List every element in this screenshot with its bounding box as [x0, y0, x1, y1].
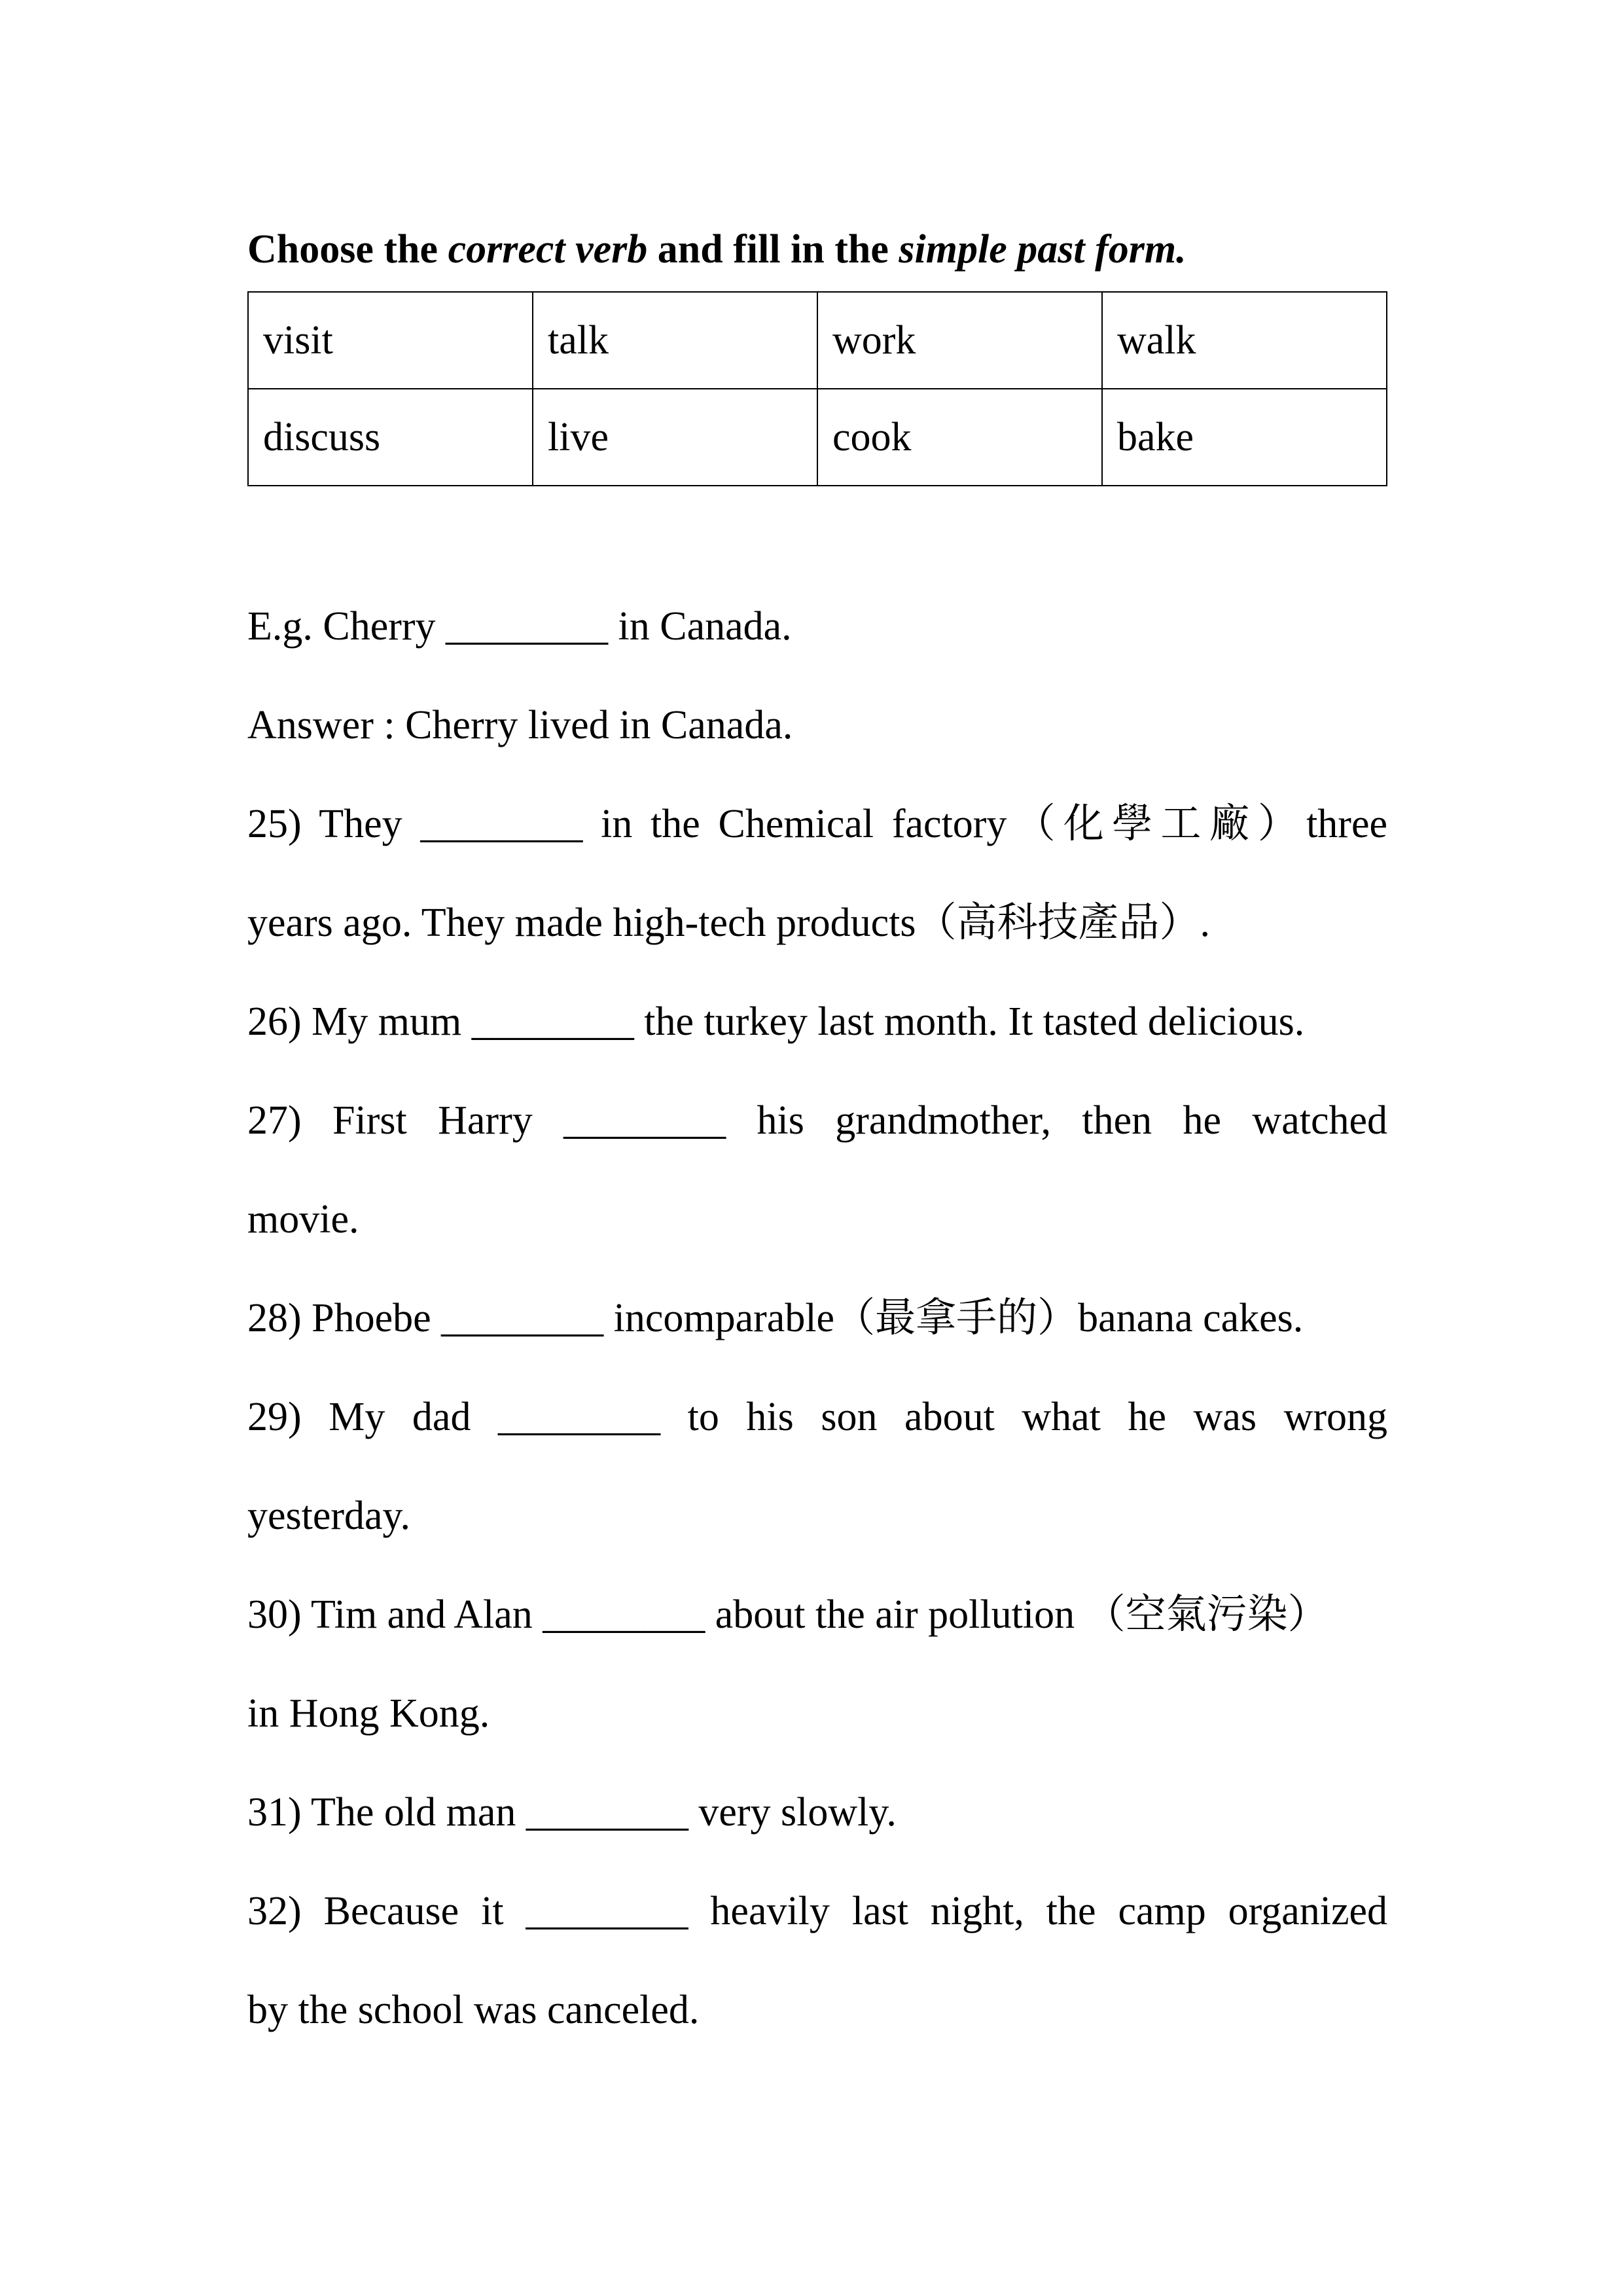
verb-table [247, 291, 1387, 486]
exercise-lines [247, 577, 1387, 2060]
verb-table-row [248, 292, 1387, 389]
question-28: 28) Phoebe ________ incomparable（最拿手的）banana cakes. [247, 1296, 1304, 1340]
question-31: 31) The old man ________ very slowly. [247, 1790, 897, 1835]
example-answer: Answer : Cherry lived in Canada. [247, 703, 793, 747]
question-25-line-2: years ago. They made high-tech products（高科技產品）. [247, 901, 1211, 945]
instruction-part-3: and fill in the [647, 227, 899, 272]
verb-cell: bake [1102, 389, 1387, 486]
question-32-line-2: by the school was canceled. [247, 1988, 700, 2032]
question-32-line-1: 32) Because it ________ heavily last night, the camp organized [247, 1889, 1387, 1933]
verb-cell: work [817, 292, 1102, 389]
question-30-line-2: in Hong Kong. [247, 1691, 490, 1736]
verb-cell: live [533, 389, 817, 486]
question-25-line-1: 25) They ________ in the Chemical factory（化學工廠）three [247, 802, 1387, 846]
verb-cell: cook [817, 389, 1102, 486]
verb-cell: walk [1102, 292, 1387, 389]
instruction-emphasis-correct-verb: correct verb [448, 227, 648, 272]
question-27-line-2: movie. [247, 1197, 359, 1242]
verb-table-row [248, 389, 1387, 486]
instruction-part-1: Choose the [247, 227, 448, 272]
question-26: 26) My mum ________ the turkey last month. It tasted delicious. [247, 999, 1305, 1044]
question-29-line-2: yesterday. [247, 1494, 411, 1538]
verb-cell: talk [533, 292, 817, 389]
instruction-heading [247, 216, 1387, 283]
worksheet-page [247, 216, 1387, 2060]
example-question: E.g. Cherry ________ in Canada. [247, 604, 792, 649]
verb-cell: visit [248, 292, 533, 389]
question-30-line-1: 30) Tim and Alan ________ about the air pollution （空氣污染） [247, 1592, 1329, 1637]
question-27-line-1: 27) First Harry ________ his grandmother, then he watched [247, 1098, 1387, 1143]
verb-cell: discuss [248, 389, 533, 486]
instruction-emphasis-simple-past: simple past form. [899, 227, 1186, 272]
question-29-line-1: 29) My dad ________ to his son about what he was wrong [247, 1395, 1387, 1439]
